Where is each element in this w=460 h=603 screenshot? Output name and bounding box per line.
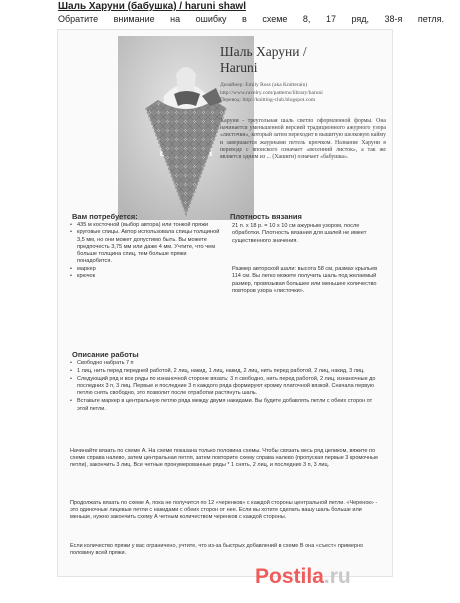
watermark-brand: Postila bbox=[255, 565, 324, 588]
materials-heading: Вам потребуется: bbox=[72, 212, 138, 221]
pattern-sheet bbox=[58, 30, 392, 576]
material-item: • круговые спицы. Автор использовала спицы толщиной 3,5 мм, но они может допустимо быть. Вы можете предпочесть 3,75 мм или даже 4 мм. Учтите, что чем больше толщина спиц, тем больше пряжи понадобится. bbox=[70, 229, 220, 265]
watermark-tld: .ru bbox=[323, 565, 351, 588]
pattern-title-en: Haruni bbox=[220, 60, 258, 75]
size-text: Размер авторской шали: высота 58 см, размах крыльев 114 см. Вы легко можете получить шаль под желаемый размер, провязывая большее или меньшее количество повторов узора «листочки». bbox=[232, 266, 378, 294]
pattern-title bbox=[220, 44, 390, 76]
translation-credit[interactable]: Перевод: http://knitting-club.blogspot.com bbox=[220, 97, 316, 103]
ravelry-link[interactable]: http://www.ravelry.com/patterns/library/haruni bbox=[220, 89, 323, 96]
gauge-text: 21 п. x 18 р. = 10 x 10 см ажурным узором, после обработки. Плотность вязания для шалей не имеет существенного значения. bbox=[232, 223, 367, 244]
instruction-step: • Вставьте маркер в центральную петлю ряда между двумя накидами. Вы будете добавлять петли с обеих сторон от этой петли. bbox=[70, 398, 384, 412]
intro-text: Харуни - треугольная шаль светло оформленной формы. Она начинается уменьшенной версией традиционного ажурного узора «листочки», который затем переходит в вышитую шелковую кайму и завершается жаурными петель крючком. Название Харуни в переводе с японского означает «весенний листок», а так же является одним из ... (Хашиги) означает «бабушка». bbox=[220, 118, 386, 161]
page-title-link[interactable]: Шаль Харуни (бабушка) / haruni shawl bbox=[58, 1, 246, 12]
material-item: • 435 м косточной (выбор автора) или тонкой пряжи bbox=[70, 222, 220, 229]
chart-a-continue-paragraph: Продолжать вязать по схеме А, пока не получится по 12 «черенков» с каждой стороны центральной петли. «Черенок» - это одиночные лицевые петли с накидами с обеих сторон от нее. Если вы хотите сделать вашу шаль больше или меньше, нужно закончить схему А четным количеством черенков с каждой стороны. bbox=[70, 500, 378, 521]
yarn-note-paragraph: Если количество пряжи у вас ограничено, учтите, что из-за быстрых добавлений в схеме В она «съест» примерно половину всей пряжи. bbox=[70, 543, 364, 557]
page-header bbox=[58, 0, 448, 28]
instructions-list bbox=[70, 360, 384, 414]
chart-a-paragraph: Начинайте вязать по схеме А. На схеме показана только половина схемы. Чтобы связать весь ряд целиком, вяжите по схеме справа налево, затем центральная петля, затем повторите схему справа налево (пропуская первые 3 кромочные петли), закончить 3 лиц. Все четные пронумерованные ряды * 1 снять, 2 лиц, и последних 3 п, 3 лиц. bbox=[70, 448, 379, 469]
postila-watermark bbox=[255, 565, 351, 589]
material-item: • маркер bbox=[70, 266, 220, 273]
instruction-step: • Свободно набрать 7 п bbox=[70, 360, 384, 367]
instructions-heading: Описание работы bbox=[72, 350, 139, 359]
materials-list bbox=[70, 222, 220, 280]
credits-block bbox=[220, 82, 390, 105]
gauge-heading: Плотность вязания bbox=[230, 212, 302, 221]
instruction-step: • Следующий ряд и все ряды по изнаночной стороне вязать: 3 п свободно, нить перед работой, 2 лиц, изнаночные до последних 3 п, 3 лиц. Первые и последние 3 п каждого ряда формируют кромку платочной вязкой. Сначала первую петлю снять свободно, это позволит после отработки растянуть шаль. bbox=[70, 376, 384, 397]
pattern-title-ru: Шаль Харуни / bbox=[220, 44, 307, 59]
error-notice: Обратите внимание на ошибку в схеме 8, 17 ряд, 38-я петля. bbox=[58, 14, 444, 24]
designer-credit: Дизайнер: Emily Ross (aka Knitterain) bbox=[220, 82, 308, 88]
instruction-step: • 1 лиц, нить перед передней работой, 2 лиц, накид, 1 лиц, накид, 2 лиц, нить перед работой, 2 лиц, накид, 3 лиц. bbox=[70, 368, 384, 375]
material-item: • крючок bbox=[70, 273, 220, 280]
